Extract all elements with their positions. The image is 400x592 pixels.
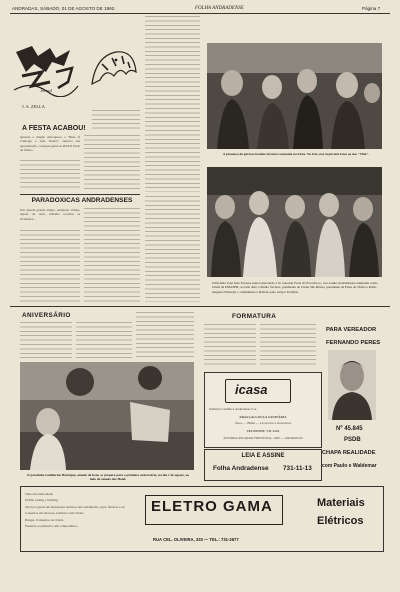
eletro-item: Fazemos orçamentos sem compromisso xyxy=(25,524,78,529)
icasa-logo: icasa xyxy=(235,382,268,397)
paradox-title: PARADOXICAS ANDRADENSES xyxy=(31,197,133,204)
eletro-title1: Materiais xyxy=(317,497,365,509)
photo-politicians-caption: O Prefeito José Luiz Tavares esteve marcando a Sr. Geraldo Frota do Forcatta sr., nos aonde recebimentos Andradas como Chefe da EMATER, ao lado dele, Cláudio Tavares, presidente do Clube São Bruno, presidente da Festa do Vinho e Paulo Augusto Dirsarjal o candidatura a Prefeito pelo Grupo Tradição. xyxy=(212,281,378,294)
leia-line1: LEIA E ASSINE xyxy=(241,453,285,459)
paradox-col3 xyxy=(145,196,200,302)
aniv-col1 xyxy=(20,322,72,360)
photo-politicians xyxy=(207,167,382,277)
text-col2-mid xyxy=(92,110,140,132)
aniv-col3 xyxy=(136,312,194,360)
eletro-items xyxy=(25,492,140,547)
photo-boy xyxy=(20,362,194,470)
aniversario-title: ANIVERSÁRIO xyxy=(22,312,71,319)
formatura-title: FORMATURA xyxy=(232,313,277,320)
masthead-date: ANDRADAS, SÁBADO, 01 DE AGOSTO DE 1992. xyxy=(12,6,116,11)
paradox-rule xyxy=(20,194,140,195)
column-logo-word: Jornal xyxy=(40,88,52,93)
eletro-item: Padrão Cemig e Telemig xyxy=(25,498,58,503)
photo-girls xyxy=(207,43,382,149)
form-col2 xyxy=(260,324,316,368)
text-col3-top xyxy=(145,16,200,40)
festa-text-col2 xyxy=(84,135,140,190)
leia-phone: 731-11-13 xyxy=(283,465,312,472)
eletro-item: Bruges, lá mesmos da cidade xyxy=(25,517,64,522)
aniv-col2 xyxy=(76,322,132,360)
icasa-phone: TELEFONE: 731-1322 xyxy=(246,429,280,433)
festa-text-lines xyxy=(20,160,80,188)
tiger-illustration xyxy=(86,44,140,92)
leia-line2: Folha Andradense xyxy=(213,465,269,472)
section-rule xyxy=(10,306,390,307)
vereador-party: PSDB xyxy=(344,437,361,443)
eletro-item: Tudo em eletricidade xyxy=(25,492,53,496)
eletro-logo: ELETRO GAMA xyxy=(151,498,273,515)
column-author: J. A. ZELLA xyxy=(22,104,45,109)
ad-eletro-gama xyxy=(20,486,384,552)
vereador-number: Nº 45.845 xyxy=(336,426,363,432)
vereador-coalition-sub: com Paulo e Waldemar xyxy=(322,463,377,469)
masthead-page-number: Página 7 xyxy=(362,6,381,11)
photo-girls-caption: A presença de garotas bonitas foi uma constante na Festa. Na foto, nas Sayuratte fotos ao dos "Thia". xyxy=(222,152,370,156)
vereador-coalition: CHAPA REALIDADE xyxy=(322,450,376,456)
eletro-address: RUA CEL. OLIVEIRA, 333 — TEL.: 731-2677 xyxy=(153,537,239,542)
text-col3 xyxy=(145,42,200,192)
paradox-col1 xyxy=(20,230,80,302)
icasa-desc: Vasos — Bidês — Lavatórios e Acessórios xyxy=(234,421,292,425)
masthead-paper: FOLHA ANDRADENSE xyxy=(195,6,244,11)
vereador-portrait xyxy=(328,350,376,420)
ad-leia-assine xyxy=(204,449,322,481)
vereador-heading: PARA VEREADOR xyxy=(326,327,377,333)
eletro-item: Serviços gerais em instalações elétricas em: residências, lojas, fábricas e etc xyxy=(25,504,126,509)
icasa-address: AVENIDA RICARDO FRENTOCK, 1460 — ANDRADAS xyxy=(223,436,303,440)
icasa-company: Indústria Cerâmica Andradense S.A. xyxy=(209,407,258,411)
vereador-name: FERNANDO PERES xyxy=(326,340,381,346)
paradox-col2 xyxy=(84,208,140,302)
festa-title: A FESTA ACABOU! xyxy=(22,125,86,132)
paradox-lead: Um grande grande amigo, Armando Valdes, depois de tanto trabalho recebeu os Ocidentes... xyxy=(20,208,80,221)
eletro-item: Consertos em motores, bombas e Zés Tirado xyxy=(25,511,84,516)
ad-icasa xyxy=(204,372,322,448)
eletro-title2: Elétricos xyxy=(317,515,364,527)
masthead-rule xyxy=(10,13,390,14)
photo-boy-caption: O garotinho Guilherme Henrique, amado de bom, se prepara para o primeiro aniversário, no dia 1 de agosto, ao lado de amada dos Hotel. xyxy=(26,473,190,482)
festa-lead: Quando o dragão enfraquece, a "Beat of Camargo e Luiz Nunes", anuncia sua apresentação, carregou gente no BAYO Festa de Verão... xyxy=(20,135,80,153)
form-col1 xyxy=(204,324,256,368)
icasa-product: Fábrica de LOUÇA SANITÁRIA xyxy=(239,415,287,419)
